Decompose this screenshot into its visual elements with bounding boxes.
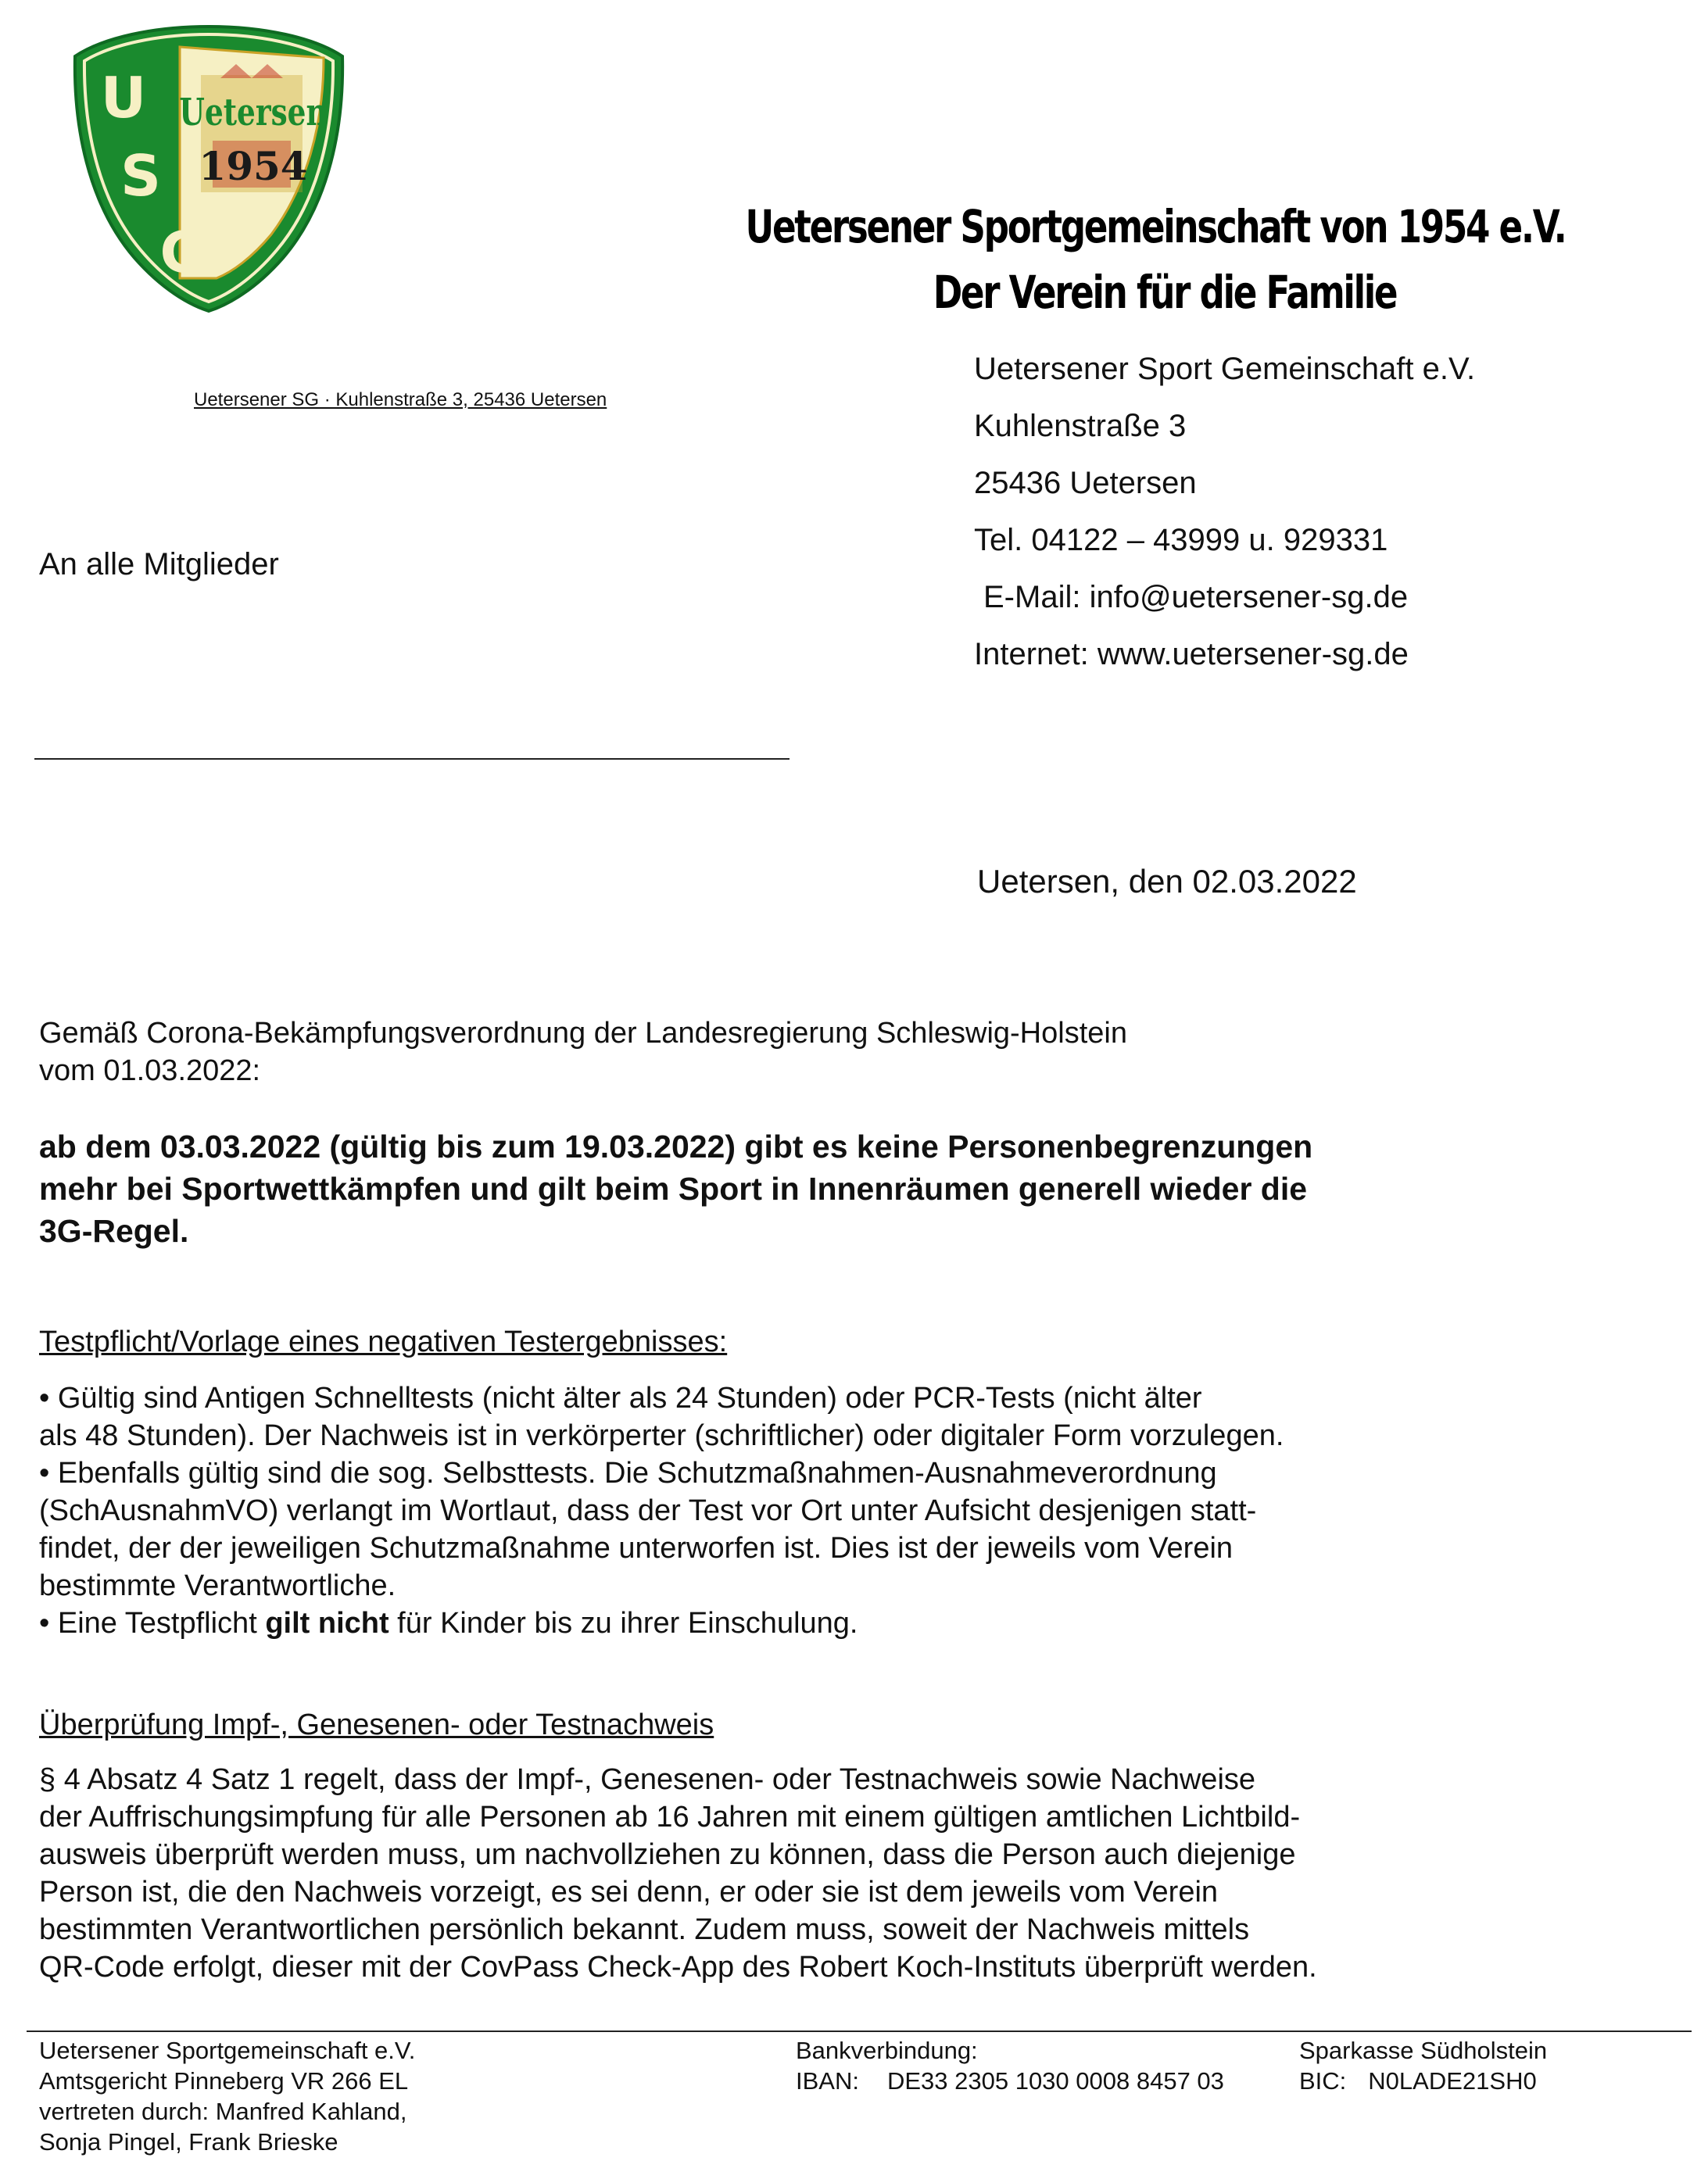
iban-label: IBAN:	[796, 2067, 859, 2095]
paragraph-line: Person ist, die den Nachweis vorzeigt, es sei denn, er oder sie ist dem jeweils vom Verein	[39, 1876, 1219, 1909]
footer-legal-line: vertreten durch: Manfred Kahland,	[39, 2098, 407, 2125]
footer-bank-name: Sparkasse Südholstein	[1299, 2037, 1548, 2064]
address-city: 25436 Uetersen	[974, 466, 1197, 500]
paragraph-line: bestimmten Verantwortlichen persönlich bekannt. Zudem muss, soweit der Nachweis mittels	[39, 1913, 1250, 1946]
paragraph-line: • Ebenfalls gültig sind die sog. Selbsttests. Die Schutzmaßnahmen-Ausnahmeverordnung	[39, 1457, 1217, 1490]
logo-town: Uetersen	[179, 91, 328, 135]
recipient: An alle Mitglieder	[39, 547, 279, 581]
paragraph-line: der Auffrischungsimpfung für alle Personen ab 16 Jahren mit einem gültigen amtlichen Lichtbild-	[39, 1801, 1301, 1834]
footer-legal-line: Amtsgericht Pinneberg VR 266 EL	[39, 2067, 409, 2095]
bold-notice-line: 3G-Regel.	[39, 1213, 189, 1249]
logo-letter-u: U	[100, 65, 147, 131]
address-street: Kuhlenstraße 3	[974, 409, 1187, 443]
footer-bic	[1299, 2066, 1547, 2096]
club-logo	[72, 23, 346, 313]
paragraph-line: • Gültig sind Antigen Schnelltests (nicht älter als 24 Stunden) oder PCR-Tests (nicht älter	[39, 1382, 1202, 1415]
address-divider	[34, 758, 790, 760]
logo-year: 1954	[199, 143, 308, 189]
paragraph-line-children	[39, 1607, 858, 1641]
footer-bank	[796, 2035, 1224, 2096]
paragraph-line: bestimmte Verantwortliche.	[39, 1569, 396, 1602]
line-emphasis: gilt nicht	[265, 1607, 389, 1640]
line-prefix: • Eine Testpflicht	[39, 1607, 266, 1640]
paragraph-line: (SchAusnahmVO) verlangt im Wortlaut, dass der Test vor Ort unter Aufsicht desjenigen statt-	[39, 1494, 1257, 1527]
paragraph-line: findet, der der jeweiligen Schutzmaßnahme unterworfen ist. Dies ist der jeweils vom Verein	[39, 1532, 1234, 1565]
address-email: E-Mail: info@uetersener-sg.de	[983, 580, 1409, 614]
section-heading-testpflicht: Testpflicht/Vorlage eines negativen Testergebnisses:	[39, 1326, 728, 1358]
paragraph-line: QR-Code erfolgt, dieser mit der CovPass Check-App des Robert Koch-Instituts überprüft werden.	[39, 1951, 1317, 1984]
address-website: Internet: www.uetersener-sg.de	[974, 637, 1409, 671]
footer-bank-details	[1299, 2035, 1547, 2096]
intro-line: vom 01.03.2022:	[39, 1054, 261, 1087]
address-club-name: Uetersener Sport Gemeinschaft e.V.	[974, 352, 1476, 386]
paragraph-line: ausweis überprüft werden muss, um nachvollziehen zu können, dass die Person auch diejenige	[39, 1838, 1296, 1871]
footer-legal-line: Sonja Pingel, Frank Brieske	[39, 2128, 338, 2156]
footer-legal	[39, 2035, 415, 2157]
footer-divider	[27, 2031, 1692, 2032]
iban-value: DE33 2305 1030 0008 8457 03	[886, 2067, 1224, 2095]
intro-line: Gemäß Corona-Bekämpfungsverordnung der Landesregierung Schleswig-Holstein	[39, 1017, 1127, 1050]
letter-date: Uetersen, den 02.03.2022	[977, 863, 1357, 900]
footer-bank-label: Bankverbindung:	[796, 2037, 978, 2064]
paragraph-line: § 4 Absatz 4 Satz 1 regelt, dass der Impf-, Genesenen- oder Testnachweis sowie Nachweise	[39, 1763, 1256, 1796]
logo-letter-s: S	[120, 143, 161, 209]
line-suffix: für Kinder bis zu ihrer Einschulung.	[389, 1607, 858, 1640]
sender-return-address: Uetersener SG · Kuhlenstraße 3, 25436 Uetersen	[194, 389, 607, 410]
club-name-headline: Uetersener Sportgemeinschaft von 1954 e.V.	[745, 200, 1566, 253]
footer-legal-line: Uetersener Sportgemeinschaft e.V.	[39, 2037, 416, 2064]
bold-notice-line: mehr bei Sportwettkämpfen und gilt beim Sport in Innenräumen generell wieder die	[39, 1171, 1308, 1207]
bold-notice-line: ab dem 03.03.2022 (gültig bis zum 19.03.2022) gibt es keine Personenbegrenzungen	[39, 1129, 1313, 1165]
section-heading-ueberpruefung: Überprüfung Impf-, Genesenen- oder Testnachweis	[39, 1708, 714, 1741]
address-phone: Tel. 04122 – 43999 u. 929331	[974, 523, 1388, 557]
bic-value: N0LADE21SH0	[1368, 2067, 1537, 2095]
logo-letter-g: G	[159, 220, 206, 285]
club-slogan-headline: Der Verein für die Familie	[933, 266, 1397, 319]
paragraph-line: als 48 Stunden). Der Nachweis ist in verkörperter (schriftlicher) oder digitaler Form vorzulegen.	[39, 1419, 1284, 1452]
footer-iban	[796, 2066, 1224, 2096]
bic-label: BIC:	[1299, 2067, 1347, 2095]
